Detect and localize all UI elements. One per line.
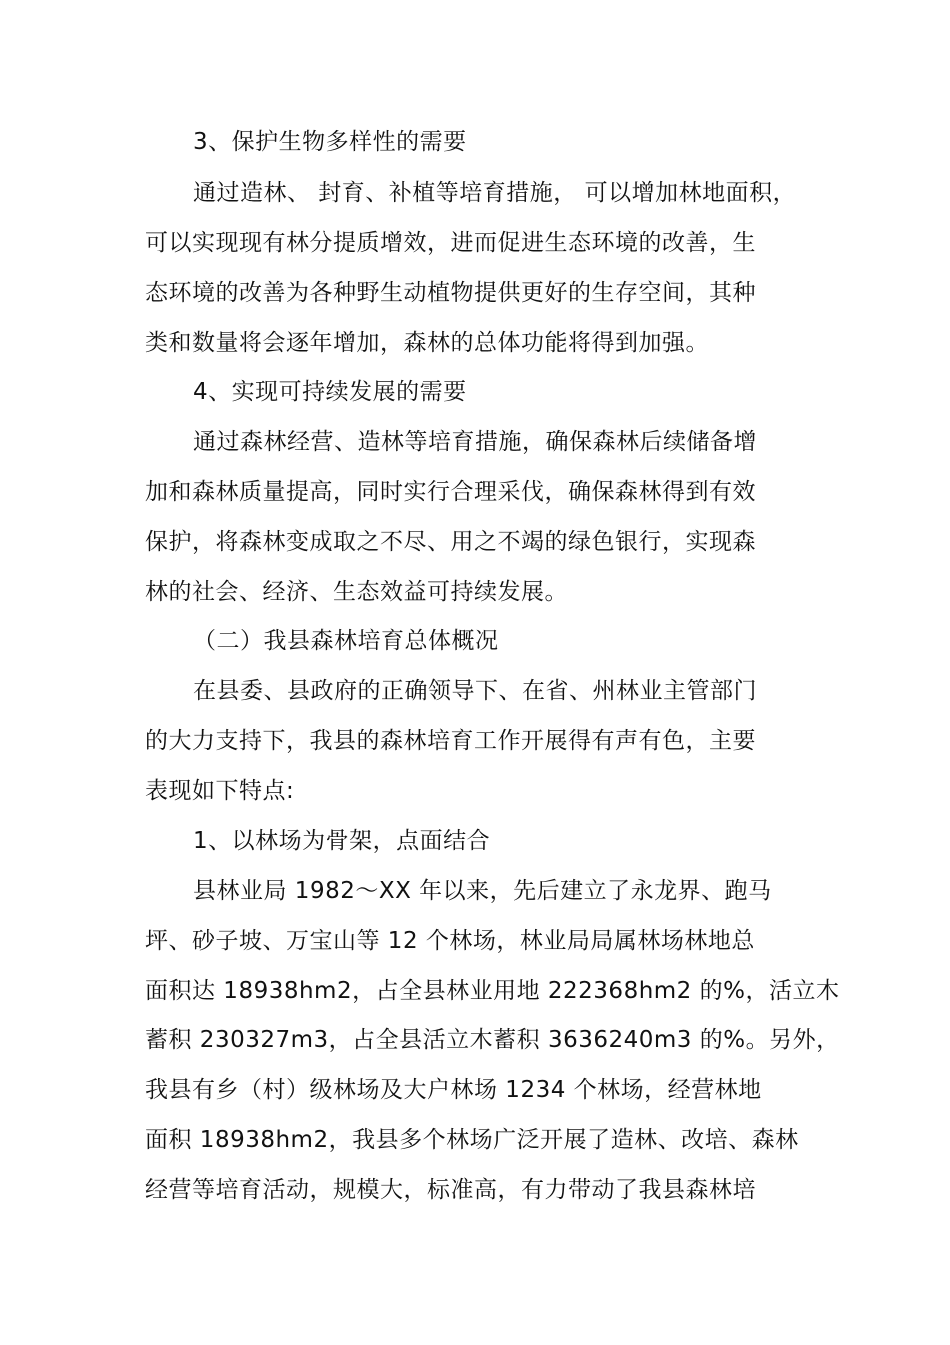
text-line: 经营等培育活动，规模大，标准高，有力带动了我县森林培 — [145, 1177, 756, 1203]
text-line: 面积 18938hm2，我县多个林场广泛开展了造林、改培、森林 — [145, 1127, 799, 1153]
text-line: 通过森林经营、造林等培育措施，确保森林后续储备增 — [193, 429, 757, 455]
section-heading: （二）我县森林培育总体概况 — [193, 628, 499, 654]
text-line: 在县委、县政府的正确领导下、在省、州林业主管部门 — [193, 678, 757, 704]
text-line: 类和数量将会逐年增加，森林的总体功能将得到加强。 — [145, 330, 709, 356]
text-line: 蓄积 230327m3，占全县活立木蓄积 3636240m3 的%。另外， — [145, 1027, 840, 1053]
text-line: 1、以林场为骨架，点面结合 — [193, 828, 491, 854]
text-line: 表现如下特点: — [145, 778, 295, 804]
text-line: 县林业局 1982～XX 年以来，先后建立了永龙界、跑马 — [193, 878, 772, 904]
text-line: 4、实现可持续发展的需要 — [193, 379, 467, 405]
text-line: 加和森林质量提高，同时实行合理采伐，确保森林得到有效 — [145, 479, 756, 505]
text-line: 态环境的改善为各种野生动植物提供更好的生存空间，其种 — [145, 280, 756, 306]
text-line: 通过造林、 封育、补植等培育措施， 可以增加林地面积， — [193, 180, 797, 206]
text-line: 保护，将森林变成取之不尽、用之不竭的绿色银行，实现森 — [145, 529, 756, 555]
text-line: 3、保护生物多样性的需要 — [193, 129, 467, 155]
text-line: 坪、砂子坡、万宝山等 12 个林场，林业局局属林场林地总 — [145, 928, 755, 954]
text-line: 我县有乡（村）级林场及大户林场 1234 个林场，经营林地 — [145, 1077, 762, 1103]
text-line: 林的社会、经济、生态效益可持续发展。 — [145, 579, 568, 605]
text-line: 可以实现现有林分提质增效，进而促进生态环境的改善，生 — [145, 230, 756, 256]
text-line: 面积达 18938hm2，占全县林业用地 222368hm2 的%，活立木 — [145, 978, 840, 1004]
text-line: 的大力支持下，我县的森林培育工作开展得有声有色，主要 — [145, 728, 756, 754]
